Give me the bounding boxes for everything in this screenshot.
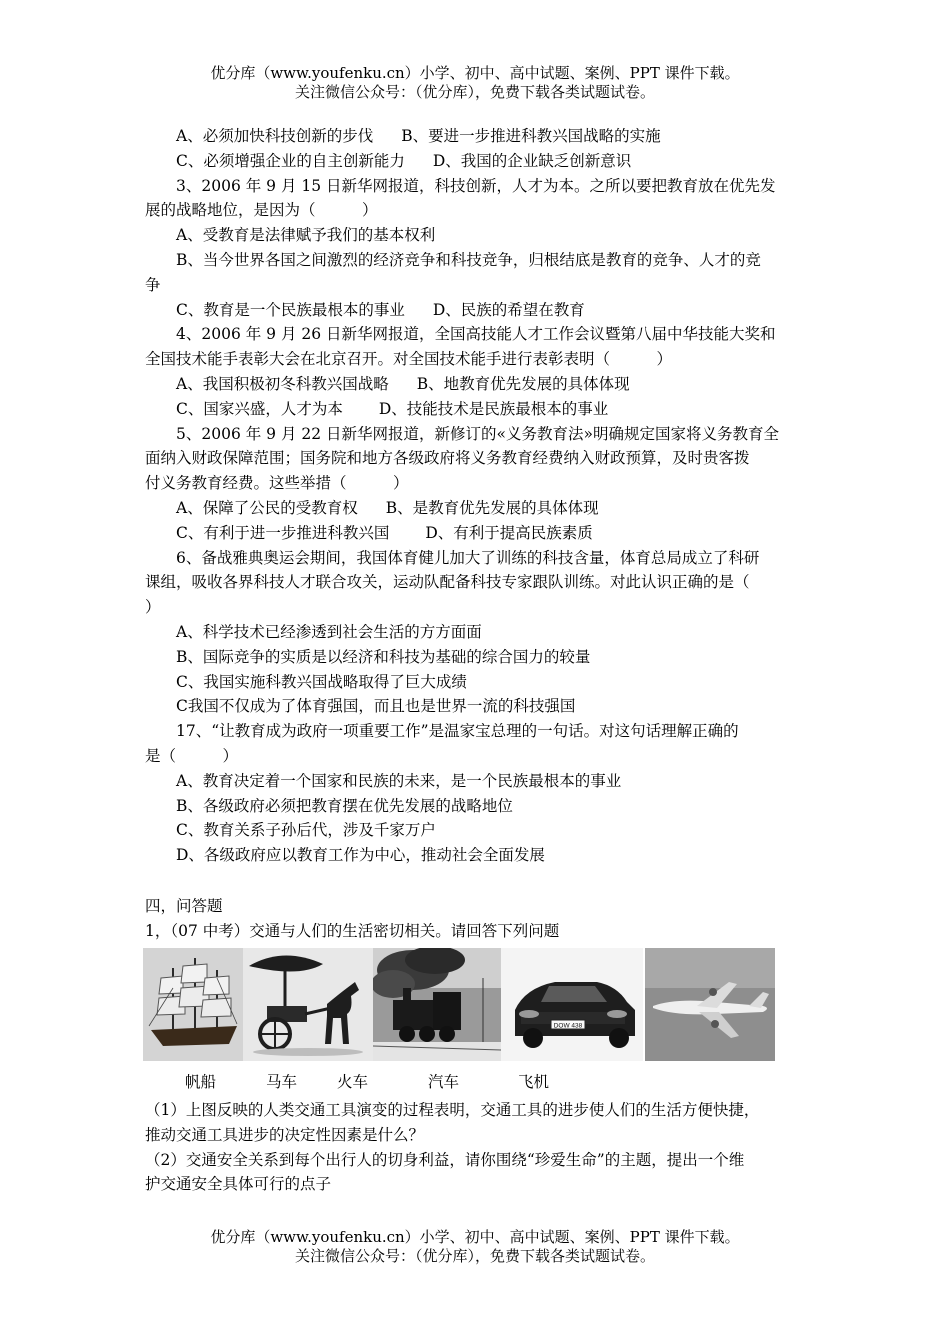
- q17-stem-1: 17、“让教育成为政府一项重要工作”是温家宝总理的一句话。对这句话理解正确的: [176, 722, 739, 741]
- q2-option-b: B、要进一步推进科教兴国战略的实施: [401, 127, 661, 145]
- q5-options-cd: [145, 521, 810, 546]
- q4-option-c: C、国家兴盛，人才为本: [176, 399, 343, 418]
- page-header: [0, 64, 950, 102]
- q5-stem-2: 面纳入财政保障范围；国务院和地方各级政府将义务教育经费纳入财政预算，及时贵客拨: [145, 449, 750, 468]
- q4-option-a: A、我国积极初冬科教兴国战略: [176, 374, 389, 393]
- q5-option-d: D、有利于提高民族素质: [425, 523, 593, 542]
- q5-option-a: A、保障了公民的受教育权: [176, 498, 358, 517]
- section-4-subquestions: [145, 1098, 810, 1197]
- q6-stem-1: 6、备战雅典奥运会期间，我国体育健儿加大了训练的科技含量，体育总局成立了科研: [176, 548, 760, 567]
- subquestion-1-line-1: （1）上图反映的人类交通工具演变的过程表明，交通工具的进步使人们的生活方便快捷，: [145, 1101, 760, 1119]
- q5-options-ab: [145, 496, 810, 521]
- airplane-photo: [645, 948, 775, 1061]
- q3-stem-1: 3、2006 年 9 月 15 日新华网报道，科技创新，人才为本。之所以要把教育放在优先发: [176, 176, 776, 195]
- q2-option-d: D、我国的企业缺乏创新意识: [432, 151, 632, 170]
- caption-airplane: 飞机: [518, 1073, 550, 1091]
- caption-sailing-ship: 帆船: [185, 1073, 217, 1091]
- header-line-1: 优分库（www.youfenku.cn）小学、初中、高中试题、案例、PPT 课件下载。: [210, 64, 740, 82]
- q5-stem-3: 付义务教育经费。这些举措（ ）: [145, 474, 409, 493]
- q4-options-ab: [145, 372, 810, 397]
- footer-line-2: 关注微信公众号：（优分库），免费下载各类试题试卷。: [294, 1247, 655, 1265]
- horse-carriage-photo: [243, 948, 373, 1061]
- page-footer: [0, 1228, 950, 1266]
- section-4-q1-stem: 1，（07 中考）交通与人们的生活密切相关。请回答下列问题: [145, 921, 560, 940]
- q3-option-b-1: B、当今世界各国之间激烈的经济竞争和科技竞争，归根结底是教育的竞争、人才的竞: [176, 250, 761, 269]
- q3-option-a: A、受教育是法律赋予我们的基本权利: [176, 226, 436, 245]
- q3-option-b-2: 争: [145, 275, 161, 294]
- q4-stem-2: 全国技术能手表彰大会在北京召开。对全国技术能手进行表彰表明（ ）: [145, 350, 673, 369]
- q3-option-d: D、民族的希望在教育: [432, 300, 585, 319]
- q5-option-b: B、是教育优先发展的具体体现: [385, 498, 599, 517]
- q3-options-cd: [145, 298, 810, 323]
- q4-option-b: B、地教育优先发展的具体体现: [416, 374, 630, 393]
- caption-train: 火车: [337, 1073, 369, 1091]
- subquestion-2-line-2: 护交通安全具体可行的点子: [145, 1175, 332, 1194]
- q3-stem-2: 展的战略地位，是因为（ ）: [145, 201, 378, 220]
- q6-option-c: C、我国实施科教兴国战略取得了巨大成绩: [176, 672, 467, 691]
- sailing-ship-photo: [143, 948, 243, 1061]
- steam-train-photo: [373, 948, 501, 1061]
- q6-stem-2: 课组，吸收各界科技人才联合攻关，运动队配备科技专家跟队训练。对此认识正确的是（: [145, 573, 750, 592]
- q6-stem-3: ）: [145, 598, 161, 617]
- q17-option-c: C、教育关系子孙后代，涉及千家万户: [176, 821, 436, 840]
- q2-option-c: C、必须增强企业的自主创新能力: [176, 151, 405, 170]
- q5-stem-1: 5、2006 年 9 月 22 日新华网报道，新修订的«义务教育法»明确规定国家将义务教育全: [176, 424, 779, 443]
- q17-option-a: A、教育决定着一个国家和民族的未来，是一个民族最根本的事业: [176, 771, 622, 790]
- section-4-title: 四，问答题: [145, 896, 223, 915]
- q2-options-cd: [145, 149, 810, 174]
- car-license-plate: DOW 438: [553, 1022, 583, 1030]
- q3-option-c: C、教育是一个民族最根本的事业: [176, 300, 405, 319]
- q2-options-ab: [145, 124, 810, 149]
- subquestion-2-line-1: （2）交通安全关系到每个出行人的切身利益，请你围绕“珍爱生命”的主题，提出一个维: [145, 1150, 745, 1169]
- q17-stem-2: 是（ ）: [145, 746, 239, 765]
- q17-option-b: B、各级政府必须把教育摆在优先发展的战略地位: [176, 796, 513, 815]
- car-photo: [501, 948, 643, 1061]
- q2-option-a: A、必须加快科技创新的步伐: [176, 127, 374, 145]
- subquestion-1-line-2: 推动交通工具进步的决定性因素是什么？: [145, 1125, 425, 1144]
- q6-option-d: C我国不仅成为了体育强国，而且也是世界一流的科技强国: [176, 697, 576, 716]
- q6-option-b: B、国际竞争的实质是以经济和科技为基础的综合国力的较量: [176, 647, 591, 666]
- caption-car: 汽车: [428, 1073, 460, 1091]
- q4-option-d: D、技能技术是民族最根本的事业: [378, 399, 609, 418]
- q5-option-c: C、有利于进一步推进科教兴国: [176, 523, 390, 542]
- q4-options-cd: [145, 397, 810, 422]
- transport-photo-strip: [143, 948, 783, 1061]
- questions-body: [145, 124, 810, 944]
- header-line-2: 关注微信公众号：（优分库），免费下载各类试题试卷。: [294, 83, 655, 101]
- footer-line-1: 优分库（www.youfenku.cn）小学、初中、高中试题、案例、PPT 课件下载。: [210, 1228, 740, 1246]
- q6-option-a: A、科学技术已经渗透到社会生活的方方面面: [176, 622, 482, 641]
- q4-stem-1: 4、2006 年 9 月 26 日新华网报道，全国高技能人才工作会议暨第八届中华技能大奖和: [176, 325, 776, 344]
- caption-horse-carriage: 马车: [266, 1073, 298, 1091]
- q17-option-d: D、各级政府应以教育工作为中心，推动社会全面发展: [176, 846, 545, 865]
